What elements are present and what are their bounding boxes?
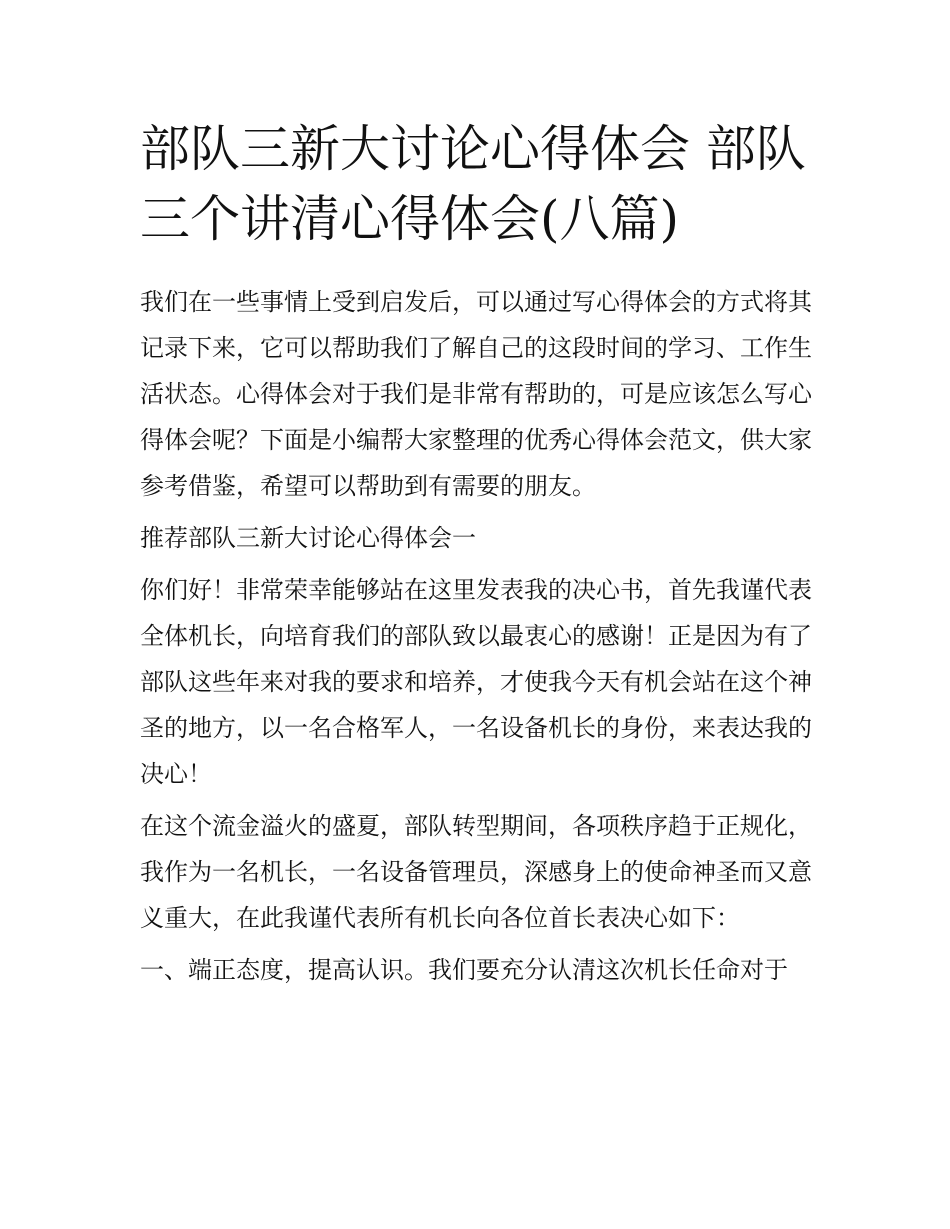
body-paragraph: 在这个流金溢火的盛夏，部队转型期间，各项秩序趋于正规化，我作为一名机长，一名设备管理员，深感身上的使命神圣而又意义重大，在此我谨代表所有机长向各位首长表决心如下： (140, 812, 812, 932)
document-body (140, 279, 812, 999)
body-paragraph: 一、端正态度，提高认识。我们要充分认清这次机长任命对于 (140, 956, 788, 984)
document-title: 部队三新大讨论心得体会 部队三个讲清心得体会(八篇) (140, 120, 806, 248)
intro-paragraph: 我们在一些事情上受到启发后，可以通过写心得体会的方式将其记录下来，它可以帮助我们了解自己的这段时间的学习、工作生活状态。心得体会对于我们是非常有帮助的，可是应该怎么写心得体会呢？下面是小编帮大家整理的优秀心得体会范文，供大家参考借鉴，希望可以帮助到有需要的朋友。 (140, 288, 812, 500)
body-paragraph: 你们好！非常荣幸能够站在这里发表我的决心书，首先我谨代表全体机长，向培育我们的部队致以最衷心的感谢！正是因为有了部队这些年来对我的要求和培养，才使我今天有机会站在这个神圣的地方，以一名合格军人，一名设备机长的身份，来表达我的决心！ (140, 576, 812, 788)
section-heading: 推荐部队三新大讨论心得体会一 (140, 524, 476, 552)
